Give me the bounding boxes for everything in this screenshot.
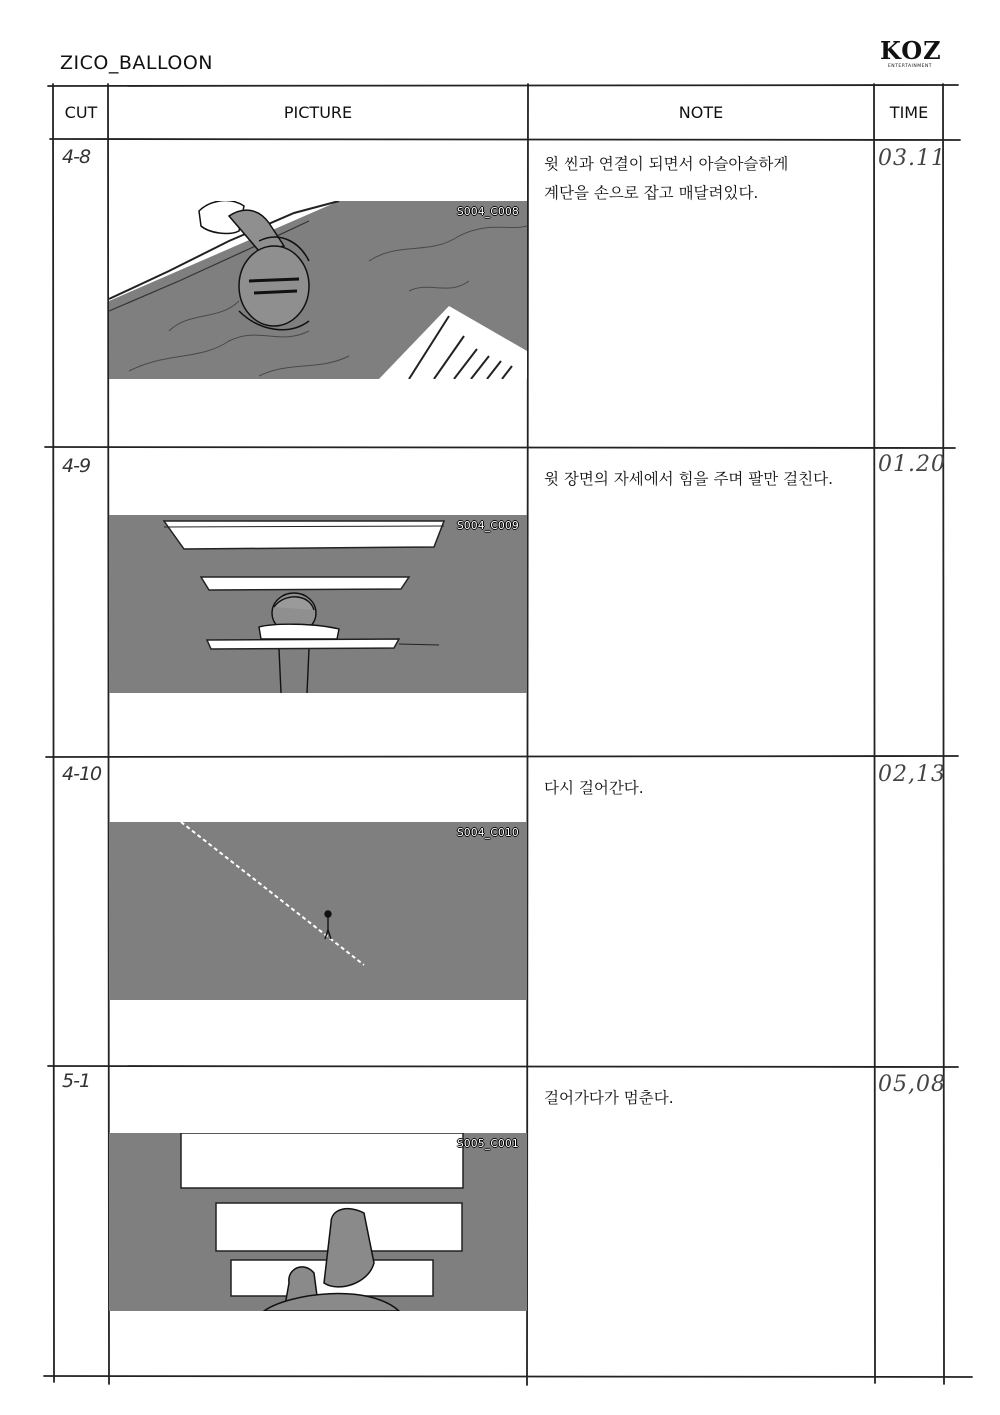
scene-id: S004_C010 — [456, 827, 519, 839]
scene-id: S005_C001 — [456, 1138, 519, 1150]
cut-number: 5-1 — [62, 1070, 91, 1092]
cut-time: 01.20 — [878, 452, 946, 477]
scene-id: S004_C008 — [456, 206, 519, 218]
cut-number: 4-10 — [62, 763, 102, 785]
document-title: ZICO_BALLOON — [60, 52, 213, 74]
storyboard-frame — [109, 1133, 527, 1311]
cut-time: 05,08 — [878, 1072, 946, 1097]
sketch-hanging-from-stairs — [109, 201, 527, 379]
note-line: 걸어가다가 멈춘다. — [544, 1089, 674, 1107]
column-header-note: NOTE — [678, 102, 724, 122]
column-header-time: TIME — [889, 102, 929, 122]
note-line: 윗 장면의 자세에서 힘을 주며 팔만 걸친다. — [544, 470, 834, 488]
storyboard-frame — [109, 201, 527, 379]
note-line: 다시 걸어간다. — [544, 779, 644, 797]
cut-note — [544, 150, 864, 208]
storyboard-frame — [109, 515, 527, 693]
storyboard-frame — [109, 822, 527, 1000]
note-line: 윗 씬과 연결이 되면서 아슬아슬하게 — [544, 155, 789, 173]
column-header-picture: PICTURE — [283, 102, 353, 122]
sketch-feet-stopping — [109, 1133, 527, 1311]
scene-id: S004_C009 — [456, 520, 519, 532]
logo-subtitle: ENTERTAINMENT — [887, 64, 933, 69]
note-line: 계단을 손으로 잡고 매달려있다. — [544, 184, 759, 202]
cut-note — [544, 774, 864, 803]
cut-note — [544, 465, 864, 494]
cut-number: 4-9 — [62, 455, 91, 477]
cut-number: 4-8 — [62, 146, 91, 168]
cut-time: 03.11 — [878, 146, 946, 171]
column-header-cut: CUT — [64, 102, 98, 122]
logo-wordmark: KOZ — [880, 36, 942, 65]
cut-note — [544, 1084, 864, 1113]
sketch-figure-on-diagonal-stairs — [109, 822, 527, 1000]
cut-time: 02,13 — [878, 762, 946, 787]
sketch-arms-on-step — [109, 515, 527, 693]
